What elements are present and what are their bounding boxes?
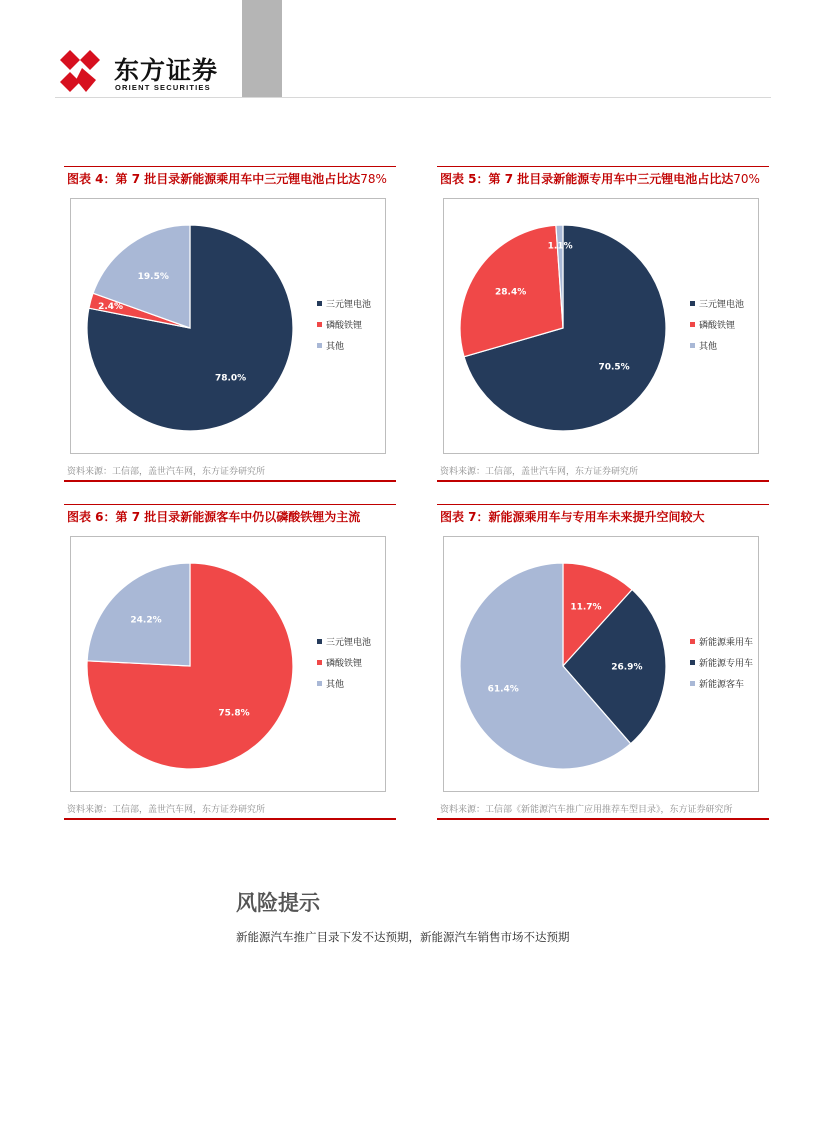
legend-swatch: [317, 343, 322, 348]
logo-chinese-text: 东方证券: [114, 56, 219, 85]
legend-item: [317, 679, 407, 700]
pie-data-label: 1.1%: [547, 241, 573, 252]
legend-label: 磷酸铁锂: [699, 321, 736, 331]
source-divider: [64, 480, 396, 482]
chart-title-main: 图表 5：第 7 批目录新能源专用车中三元锂电池占比达: [440, 172, 734, 186]
legend-item: [690, 658, 780, 679]
chart-legend: [317, 299, 407, 362]
legend-swatch: [317, 660, 322, 665]
chart-title: [437, 504, 769, 528]
legend-label: 三元锂电池: [326, 638, 372, 648]
legend-label: 磷酸铁锂: [326, 321, 363, 331]
chart-title-main: 图表 7：新能源乘用车与专用车未来提升空间较大: [440, 510, 705, 524]
pie-data-label: 26.9%: [611, 662, 643, 673]
pie-data-label: 28.4%: [495, 287, 527, 298]
chart-source: 资料来源：工信部，盖世汽车网，东方证券研究所: [67, 805, 266, 815]
legend-label: 磷酸铁锂: [326, 659, 363, 669]
legend-swatch: [690, 322, 695, 327]
legend-label: 新能源专用车: [699, 659, 754, 669]
legend-item: [690, 299, 780, 320]
pie-data-label: 11.7%: [570, 602, 602, 613]
legend-swatch: [690, 660, 695, 665]
pie-data-label: 75.8%: [218, 708, 250, 719]
chart-source: 资料来源：工信部，盖世汽车网，东方证券研究所: [440, 467, 639, 477]
logo-mark-icon: [56, 47, 104, 95]
chart-title-main: 图表 6：第 7 批目录新能源客车中仍以磷酸铁锂为主流: [67, 510, 361, 524]
pie-data-label: 70.5%: [598, 362, 630, 373]
legend-swatch: [690, 301, 695, 306]
legend-item: [690, 320, 780, 341]
chart-frame: [443, 198, 759, 454]
legend-label: 三元锂电池: [326, 300, 372, 310]
chart-title-percent: 70%: [733, 172, 760, 186]
legend-label: 其他: [326, 680, 345, 690]
chart-frame: [70, 198, 386, 454]
chart-source: 资料来源：工信部，盖世汽车网，东方证券研究所: [67, 467, 266, 477]
chart-frame: [443, 536, 759, 792]
legend-swatch: [317, 322, 322, 327]
risk-text: 新能源汽车推广目录下发不达预期，新能源汽车销售市场不达预期: [236, 930, 570, 944]
chart-legend: [690, 637, 780, 700]
legend-item: [317, 299, 407, 320]
chart-legend: [690, 299, 780, 362]
pie-data-label: 2.4%: [98, 302, 124, 313]
legend-swatch: [690, 343, 695, 348]
chart-title-main: 图表 4：第 7 批目录新能源乘用车中三元锂电池占比达: [67, 172, 361, 186]
chart-title-percent: 78%: [360, 172, 387, 186]
chart-legend: [317, 637, 407, 700]
legend-swatch: [317, 681, 322, 686]
chart-title: [437, 166, 769, 190]
legend-label: 新能源乘用车: [699, 638, 754, 648]
legend-item: [317, 320, 407, 341]
legend-item: [690, 637, 780, 658]
company-logo: [56, 47, 226, 97]
legend-swatch: [690, 681, 695, 686]
risk-heading: 风险提示: [236, 891, 320, 915]
legend-item: [690, 341, 780, 362]
legend-item: [317, 637, 407, 658]
pie-data-label: 78.0%: [214, 373, 247, 384]
legend-swatch: [690, 639, 695, 644]
legend-item: [317, 658, 407, 679]
legend-label: 新能源客车: [699, 680, 745, 690]
legend-label: 其他: [326, 342, 345, 352]
legend-swatch: [317, 639, 322, 644]
chart-title: [64, 504, 396, 528]
chart-title: [64, 166, 396, 190]
header-accent-bar: [242, 0, 282, 98]
pie-data-label: 19.5%: [137, 271, 169, 282]
chart-source: 资料来源：工信部《新能源汽车推广应用推荐车型目录》，东方证券研究所: [440, 805, 733, 815]
pie-data-label: 24.2%: [130, 615, 162, 626]
legend-item: [317, 341, 407, 362]
legend-label: 其他: [699, 342, 718, 352]
legend-item: [690, 679, 780, 700]
source-divider: [437, 480, 769, 482]
logo-english-text: ORIENT SECURITIES: [115, 83, 211, 92]
pie-slice: [87, 563, 190, 666]
chart-frame: [70, 536, 386, 792]
source-divider: [64, 818, 396, 820]
legend-swatch: [317, 301, 322, 306]
legend-label: 三元锂电池: [699, 300, 745, 310]
source-divider: [437, 818, 769, 820]
pie-data-label: 61.4%: [487, 684, 519, 695]
header-divider: [55, 97, 771, 98]
